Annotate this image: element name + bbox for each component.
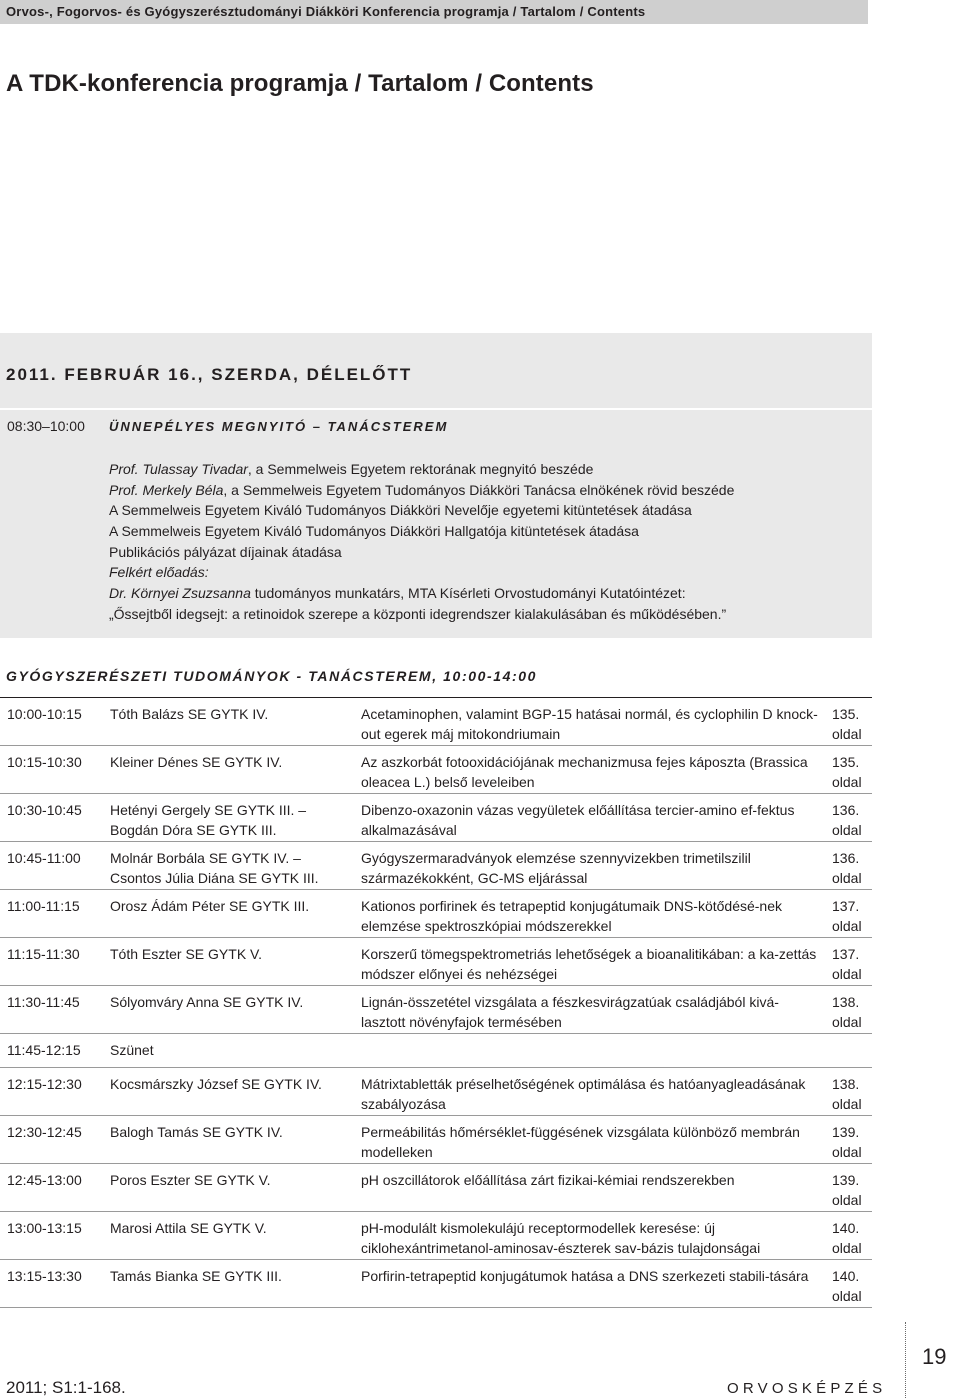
opening-line-em: Dr. Környei Zsuzsanna xyxy=(109,585,251,602)
talk-time: 11:15-11:30 xyxy=(7,946,80,962)
opening-line xyxy=(109,500,859,521)
page-ref: 136. oldal xyxy=(832,850,862,886)
talk-time: 13:00-13:15 xyxy=(7,1220,82,1236)
schedule-row xyxy=(0,698,872,746)
opening-line xyxy=(109,459,859,480)
opening-line-em: Prof. Tulassay Tivadar xyxy=(109,461,248,477)
schedule-row xyxy=(0,1164,872,1212)
opening-line-em: Prof. Merkely Béla xyxy=(109,481,224,498)
presenter: Marosi Attila SE GYTK V. xyxy=(110,1220,267,1236)
talk-title: pH oszcillátorok előállítása zárt fizikai-kémiai rendszerekben xyxy=(361,1172,735,1188)
talk-time: 10:30-10:45 xyxy=(7,802,82,818)
talk-title: Acetaminophen, valamint BGP-15 hatásai normál, és cyclophilin D knock-out egerek máj mitokondriumain xyxy=(361,706,818,742)
page-number: 19 xyxy=(922,1344,947,1369)
presenter: Tóth Eszter SE GYTK V. xyxy=(110,946,262,962)
talk-title: Gyógyszermaradványok elemzése szennyvizekben trimetilszilil származékokként, GC-MS eljárással xyxy=(361,850,751,886)
day-divider xyxy=(0,408,872,410)
day-title: 2011. FEBRUÁR 16., SZERDA, DÉLELŐTT xyxy=(6,365,413,384)
opening-line-rest: , a Semmelweis Egyetem rektorának megnyitó beszéde xyxy=(247,461,594,477)
page-ref: 139. oldal xyxy=(832,1172,862,1208)
talk-title: Mátrixtabletták préselhetőségének optimálása és hatóanyagleadásának szabályozása xyxy=(361,1076,806,1112)
talk-time: 12:15-12:30 xyxy=(7,1076,82,1092)
opening-line xyxy=(109,521,859,542)
talk-time: 11:45-12:15 xyxy=(7,1042,81,1058)
page-ref: 138. oldal xyxy=(832,1076,862,1112)
opening-line xyxy=(109,583,859,604)
opening-line xyxy=(109,604,859,625)
schedule-row xyxy=(0,746,872,794)
opening-line-rest: tudományos munkatárs, MTA Kísérleti Orvostudományi Kutatóintézet: xyxy=(250,585,686,602)
schedule-row xyxy=(0,1034,872,1068)
schedule-row xyxy=(0,1068,872,1116)
opening-line xyxy=(109,562,859,583)
schedule-row xyxy=(0,1212,872,1260)
opening-line-pre: A Semmelweis Egyetem Kiváló Tudományos Diákköri Nevelője egyetemi kitüntetések átadása xyxy=(109,502,692,519)
talk-time: 12:30-12:45 xyxy=(7,1124,82,1140)
citation: 2011; S1:1-168. xyxy=(6,1378,126,1397)
talk-title: pH-modulált kismolekulájú receptormodellek keresése: új ciklohexántrimetanol-aminosav-észterek sav-bázis tulajdonságai xyxy=(361,1220,761,1256)
talk-title: Lignán-összetétel vizsgálata a fészkesvirágzatúak családjából kivá-lasztott növényfajok termésében xyxy=(361,994,779,1030)
talk-title: Dibenzo-oxazonin vázas vegyületek előállítása tercier-amino ef-fektus alkalmazásával xyxy=(361,802,795,838)
schedule-row xyxy=(0,1116,872,1164)
presenter: Tóth Balázs SE GYTK IV. xyxy=(110,706,269,722)
opening-line-rest: , a Semmelweis Egyetem Tudományos Diákköri Tanácsa elnökének rövid beszéde xyxy=(223,481,735,498)
footer-divider xyxy=(905,1322,906,1398)
opening-line xyxy=(109,480,859,501)
talk-title: Az aszkorbát fotooxidációjának mechanizmusa fejes káposzta (Brassica oleacea L.) belső leveleiben xyxy=(361,754,808,790)
presenter: Kocsmárszky József SE GYTK IV. xyxy=(110,1076,322,1092)
page-ref: 139. oldal xyxy=(832,1124,862,1160)
page-ref: 137. oldal xyxy=(832,898,862,934)
opening-line-pre: „Őssejtből idegsejt: a retinoidok szerepe a központi idegrendszer kialakulásában és működésében.” xyxy=(109,605,727,622)
running-head: Orvos-, Fogorvos- és Gyógyszerésztudományi Diákköri Konferencia programja / Tartalom / Contents xyxy=(0,0,868,24)
schedule-row xyxy=(0,938,872,986)
schedule-row xyxy=(0,890,872,938)
opening-line-em: Felkért előadás: xyxy=(109,564,209,581)
presenter: Molnár Borbála SE GYTK IV. – Csontos Júlia Diána SE GYTK III. xyxy=(110,850,319,886)
presenter: Szünet xyxy=(110,1042,154,1058)
page-ref: 136. oldal xyxy=(832,802,862,838)
talk-time: 10:00-10:15 xyxy=(7,706,82,722)
opening-line-pre: Publikációs pályázat díjainak átadása xyxy=(109,543,342,560)
presenter: Poros Eszter SE GYTK V. xyxy=(110,1172,271,1188)
page-ref: 140. oldal xyxy=(832,1268,862,1304)
opening-program xyxy=(109,459,859,625)
page-ref: 137. oldal xyxy=(832,946,862,982)
page-title: A TDK-konferencia programja / Tartalom / Contents xyxy=(6,70,594,97)
schedule-row xyxy=(0,986,872,1034)
talk-time: 13:15-13:30 xyxy=(7,1268,82,1284)
talk-title: Korszerű tömegspektrometriás lehetőségek a bioanalitikában: a ka-zettás módszer előnyei és nehézségei xyxy=(361,946,817,982)
schedule-row xyxy=(0,842,872,890)
journal-name: ORVOSKÉPZÉS xyxy=(727,1380,887,1397)
presenter: Sólyomváry Anna SE GYTK IV. xyxy=(110,994,304,1010)
presenter: Kleiner Dénes SE GYTK IV. xyxy=(110,754,283,770)
opening-line-pre: A Semmelweis Egyetem Kiváló Tudományos Diákköri Hallgatója kitüntetések átadása xyxy=(109,523,639,540)
section-heading: GYÓGYSZERÉSZETI TUDOMÁNYOK - TANÁCSTEREM, 10:00-14:00 xyxy=(6,668,538,684)
talk-time: 11:30-11:45 xyxy=(7,994,80,1010)
page-ref: 135. oldal xyxy=(832,754,862,790)
talk-time: 11:00-11:15 xyxy=(7,898,80,914)
talk-title: Permeábilitás hőmérséklet-függésének vizsgálata különböző membrán modelleken xyxy=(361,1124,800,1160)
opening-heading: ÜNNEPÉLYES MEGNYITÓ – TANÁCSTEREM xyxy=(109,419,449,434)
page-ref: 138. oldal xyxy=(832,994,862,1030)
schedule-row xyxy=(0,1260,872,1308)
page-ref: 140. oldal xyxy=(832,1220,862,1256)
page-ref: 135. oldal xyxy=(832,706,862,742)
opening-line xyxy=(109,542,859,563)
talk-time: 12:45-13:00 xyxy=(7,1172,82,1188)
talk-time: 10:45-11:00 xyxy=(7,850,81,866)
schedule-row xyxy=(0,794,872,842)
day-session-box xyxy=(0,333,872,638)
talk-title: Kationos porfirinek és tetrapeptid konjugátumaik DNS-kötődésé-nek elemzése spektroszkópiai módszerekkel xyxy=(361,898,783,934)
presenter: Hetényi Gergely SE GYTK III. – Bogdán Dóra SE GYTK III. xyxy=(110,802,307,838)
presenter: Orosz Ádám Péter SE GYTK III. xyxy=(110,898,310,914)
presenter: Balogh Tamás SE GYTK IV. xyxy=(110,1124,283,1140)
opening-time: 08:30–10:00 xyxy=(7,418,85,434)
presenter: Tamás Bianka SE GYTK III. xyxy=(110,1268,282,1284)
talk-time: 10:15-10:30 xyxy=(7,754,82,770)
talk-title: Porfirin-tetrapeptid konjugátumok hatása a DNS szerkezeti stabili-tására xyxy=(361,1268,809,1284)
